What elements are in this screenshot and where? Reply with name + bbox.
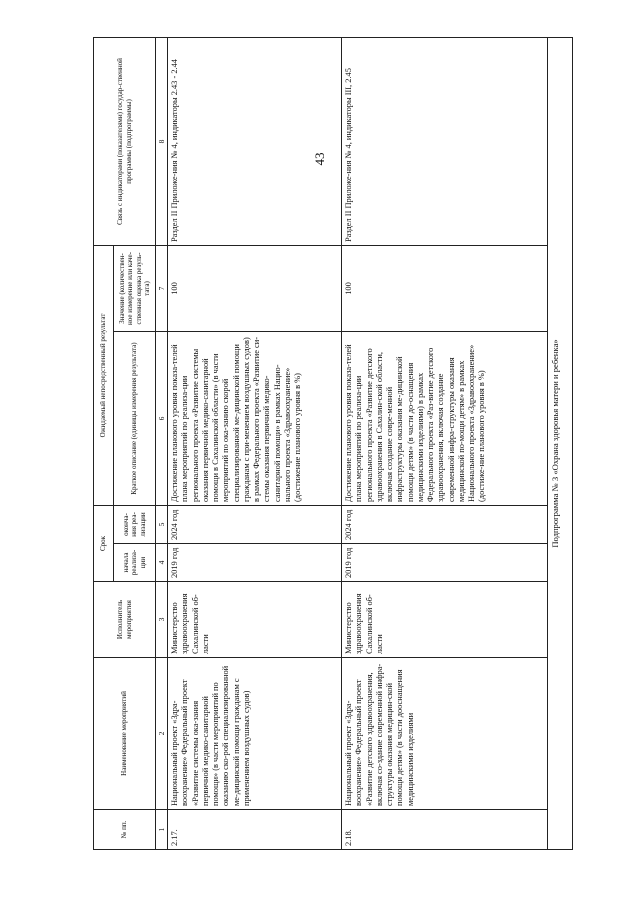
header-row-top [94,37,114,849]
subprogram-row [548,37,573,849]
activities-table [93,37,573,850]
end-year: 2024 год [342,505,548,543]
header-executor: Исполнитель мероприятия [94,582,156,658]
result-description: Достижение планового уровня показа-телей плана мероприятий по реализа-ции регионального проекта «Развитие детского здравоохранения в Сахалин-ской области, включая создание совре-менной инфраструктуры оказания ме-дицинской помощи детям» (в части до-оснащения медицинскими изделиями) в рамках Федерального проекта «Раз-витие детского здравоохранения, включая создание современной инфра-структуры оказания медицинской по-мощи детям» в рамках Национального проекта «Здравоохранение» (достиже-ние планового уровня в %) [342,331,548,505]
header-term-end: оконча-ния реа-лизации [114,505,156,543]
column-number-row [156,37,168,849]
column-number: 6 [156,331,168,505]
subprogram-title: Подпрограмма № 3 «Охрана здоровья матери и ребенка» [548,37,573,849]
column-number: 5 [156,505,168,543]
start-year: 2019 год [168,544,342,582]
column-number: 1 [156,810,168,850]
end-year: 2024 год [168,505,342,543]
start-year: 2019 год [342,544,548,582]
table-row [168,37,342,849]
column-number: 4 [156,544,168,582]
result-value: 100 [168,245,342,331]
indicator-link: Раздел II Приложе-ния № 4, индикаторы III, 2.45 [342,37,548,245]
header-term-start: начала реализа-ции [114,544,156,582]
header-num: № пп. [94,810,156,850]
header-expected-result: Ожидаемый непосредственный результат [94,245,114,505]
column-number: 3 [156,582,168,658]
activity-name: Национальный проект «Здра-воохранение» Федеральный проект «Развитие системы ока-зания первичной медико-санитарной помощи» (в части мероприятий по оказанию ско-рой специализированной ме-дицинской помощи гражданам с применением воздушных судов) [168,658,342,810]
activity-name: Национальный проект «Здра-воохранение» Федеральный проект «Развитие детского здравоохранения, включая со-здание современной инфра-структуры оказания медицин-ской помощи детям» (в части дооснащения медицинскими изделиями [342,658,548,810]
column-number: 8 [156,37,168,245]
header-value: Значение (количествен-ное измерение или каче-ственная оценка резуль-тата) [114,245,156,331]
row-number: 2.18. [342,810,548,850]
result-description: Достижение планового уровня показа-телей плана мероприятий по реализа-ции регионального проекта «Развитие системы оказания первичной медико-санитарной помощи в Сахалинской области» (в части мероприятий по ока-занию скорой специализированной ме-дицинской помощи гражданам с при-менением воздушных судов) в рамках Федерального проекта «Развитие си-стемы оказания первичной медико-санитарной помощи» в рамках Нацио-нального проекта «Здравоохранение» (достижение планового уровня в %) [168,331,342,505]
header-short-description: Краткое описание (единицы измерения результата) [114,331,156,505]
header-link: Связь с индикаторами (показателями) государ-ственной программы (подпрограммы) [94,37,156,245]
row-number: 2.17. [168,810,342,850]
indicator-link: Раздел II Приложе-ния № 4, индикаторы 2.43 - 2.44 [168,37,342,245]
executor: Министерство здравоохранения Сахалинской об-ласти [168,582,342,658]
column-number: 2 [156,658,168,810]
header-term: Срок [94,505,114,581]
result-value: 100 [342,245,548,331]
table-row [342,37,548,849]
rotated-table-wrapper [93,38,567,850]
column-number: 7 [156,245,168,331]
page-number: 43 [312,152,327,166]
executor: Министерство здравоохранения Сахалинской об-ласти [342,582,548,658]
header-name: Наименование мероприятий [94,658,156,810]
